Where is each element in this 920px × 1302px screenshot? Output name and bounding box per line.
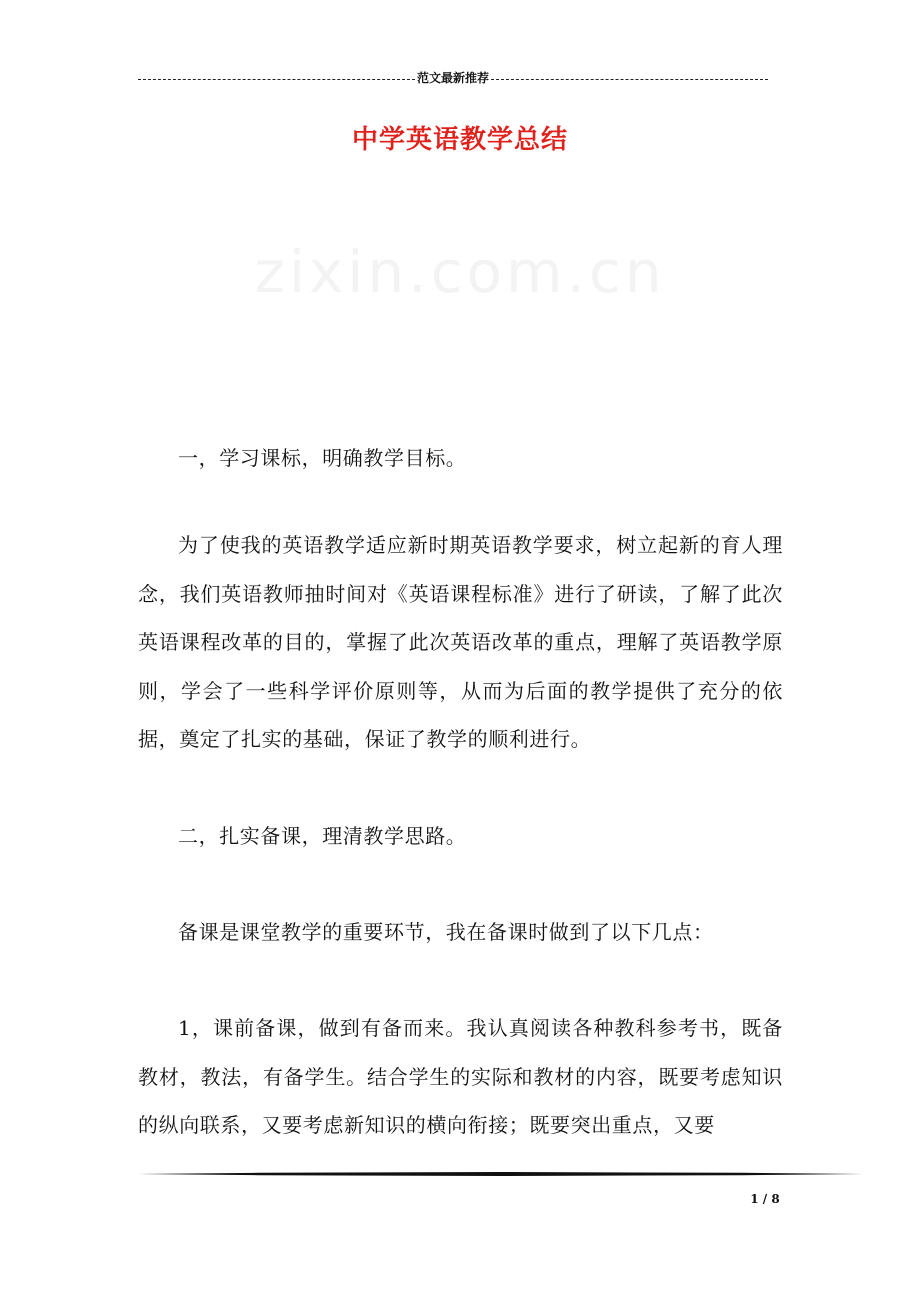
watermark: zixin.com.cn bbox=[254, 238, 666, 306]
section-heading-1: 一，学习课标，明确教学目标。 bbox=[178, 446, 467, 470]
document-title: 中学英语教学总结 bbox=[351, 125, 568, 155]
body-paragraph-2: 备课是课堂教学的重要环节，我在备课时做到了以下几点： bbox=[178, 920, 714, 944]
footer-rule bbox=[138, 1172, 863, 1176]
page-header bbox=[138, 68, 768, 88]
section-heading-2: 二，扎实备课，理清教学思路。 bbox=[178, 824, 467, 848]
header-label: 范文最新推荐 bbox=[417, 71, 490, 85]
paragraph-1 bbox=[138, 434, 783, 483]
paragraph-5 bbox=[138, 1004, 783, 1150]
paragraph-2 bbox=[138, 521, 783, 764]
paragraph-4 bbox=[138, 908, 783, 957]
header-dashes-right bbox=[491, 79, 768, 80]
paragraph-3 bbox=[138, 812, 783, 861]
page-number: 1 / 8 bbox=[750, 1192, 780, 1206]
body-paragraph-1: 为了使我的英语教学适应新时期英语教学要求，树立起新的育人理念，我们英语教师抽时间对《英语课程标准》进行了研读，了解了此次英语课程改革的目的，掌握了此次英语改革的重点，理解了英语教学原则，学会了一些科学评价原则等，从而为后面的教学提供了充分的依据，奠定了扎实的基础，保证了教学的顺利进行。 bbox=[138, 533, 783, 751]
body-paragraph-3: 1，课前备课，做到有备而来。我认真阅读各种教科参考书，既备教材，教法，有备学生。结合学生的实际和教材的内容，既要考虑知识的纵向联系，又要考虑新知识的横向衔接；既要突出重点，又要 bbox=[138, 1016, 783, 1137]
header-dashes-left bbox=[138, 79, 415, 80]
